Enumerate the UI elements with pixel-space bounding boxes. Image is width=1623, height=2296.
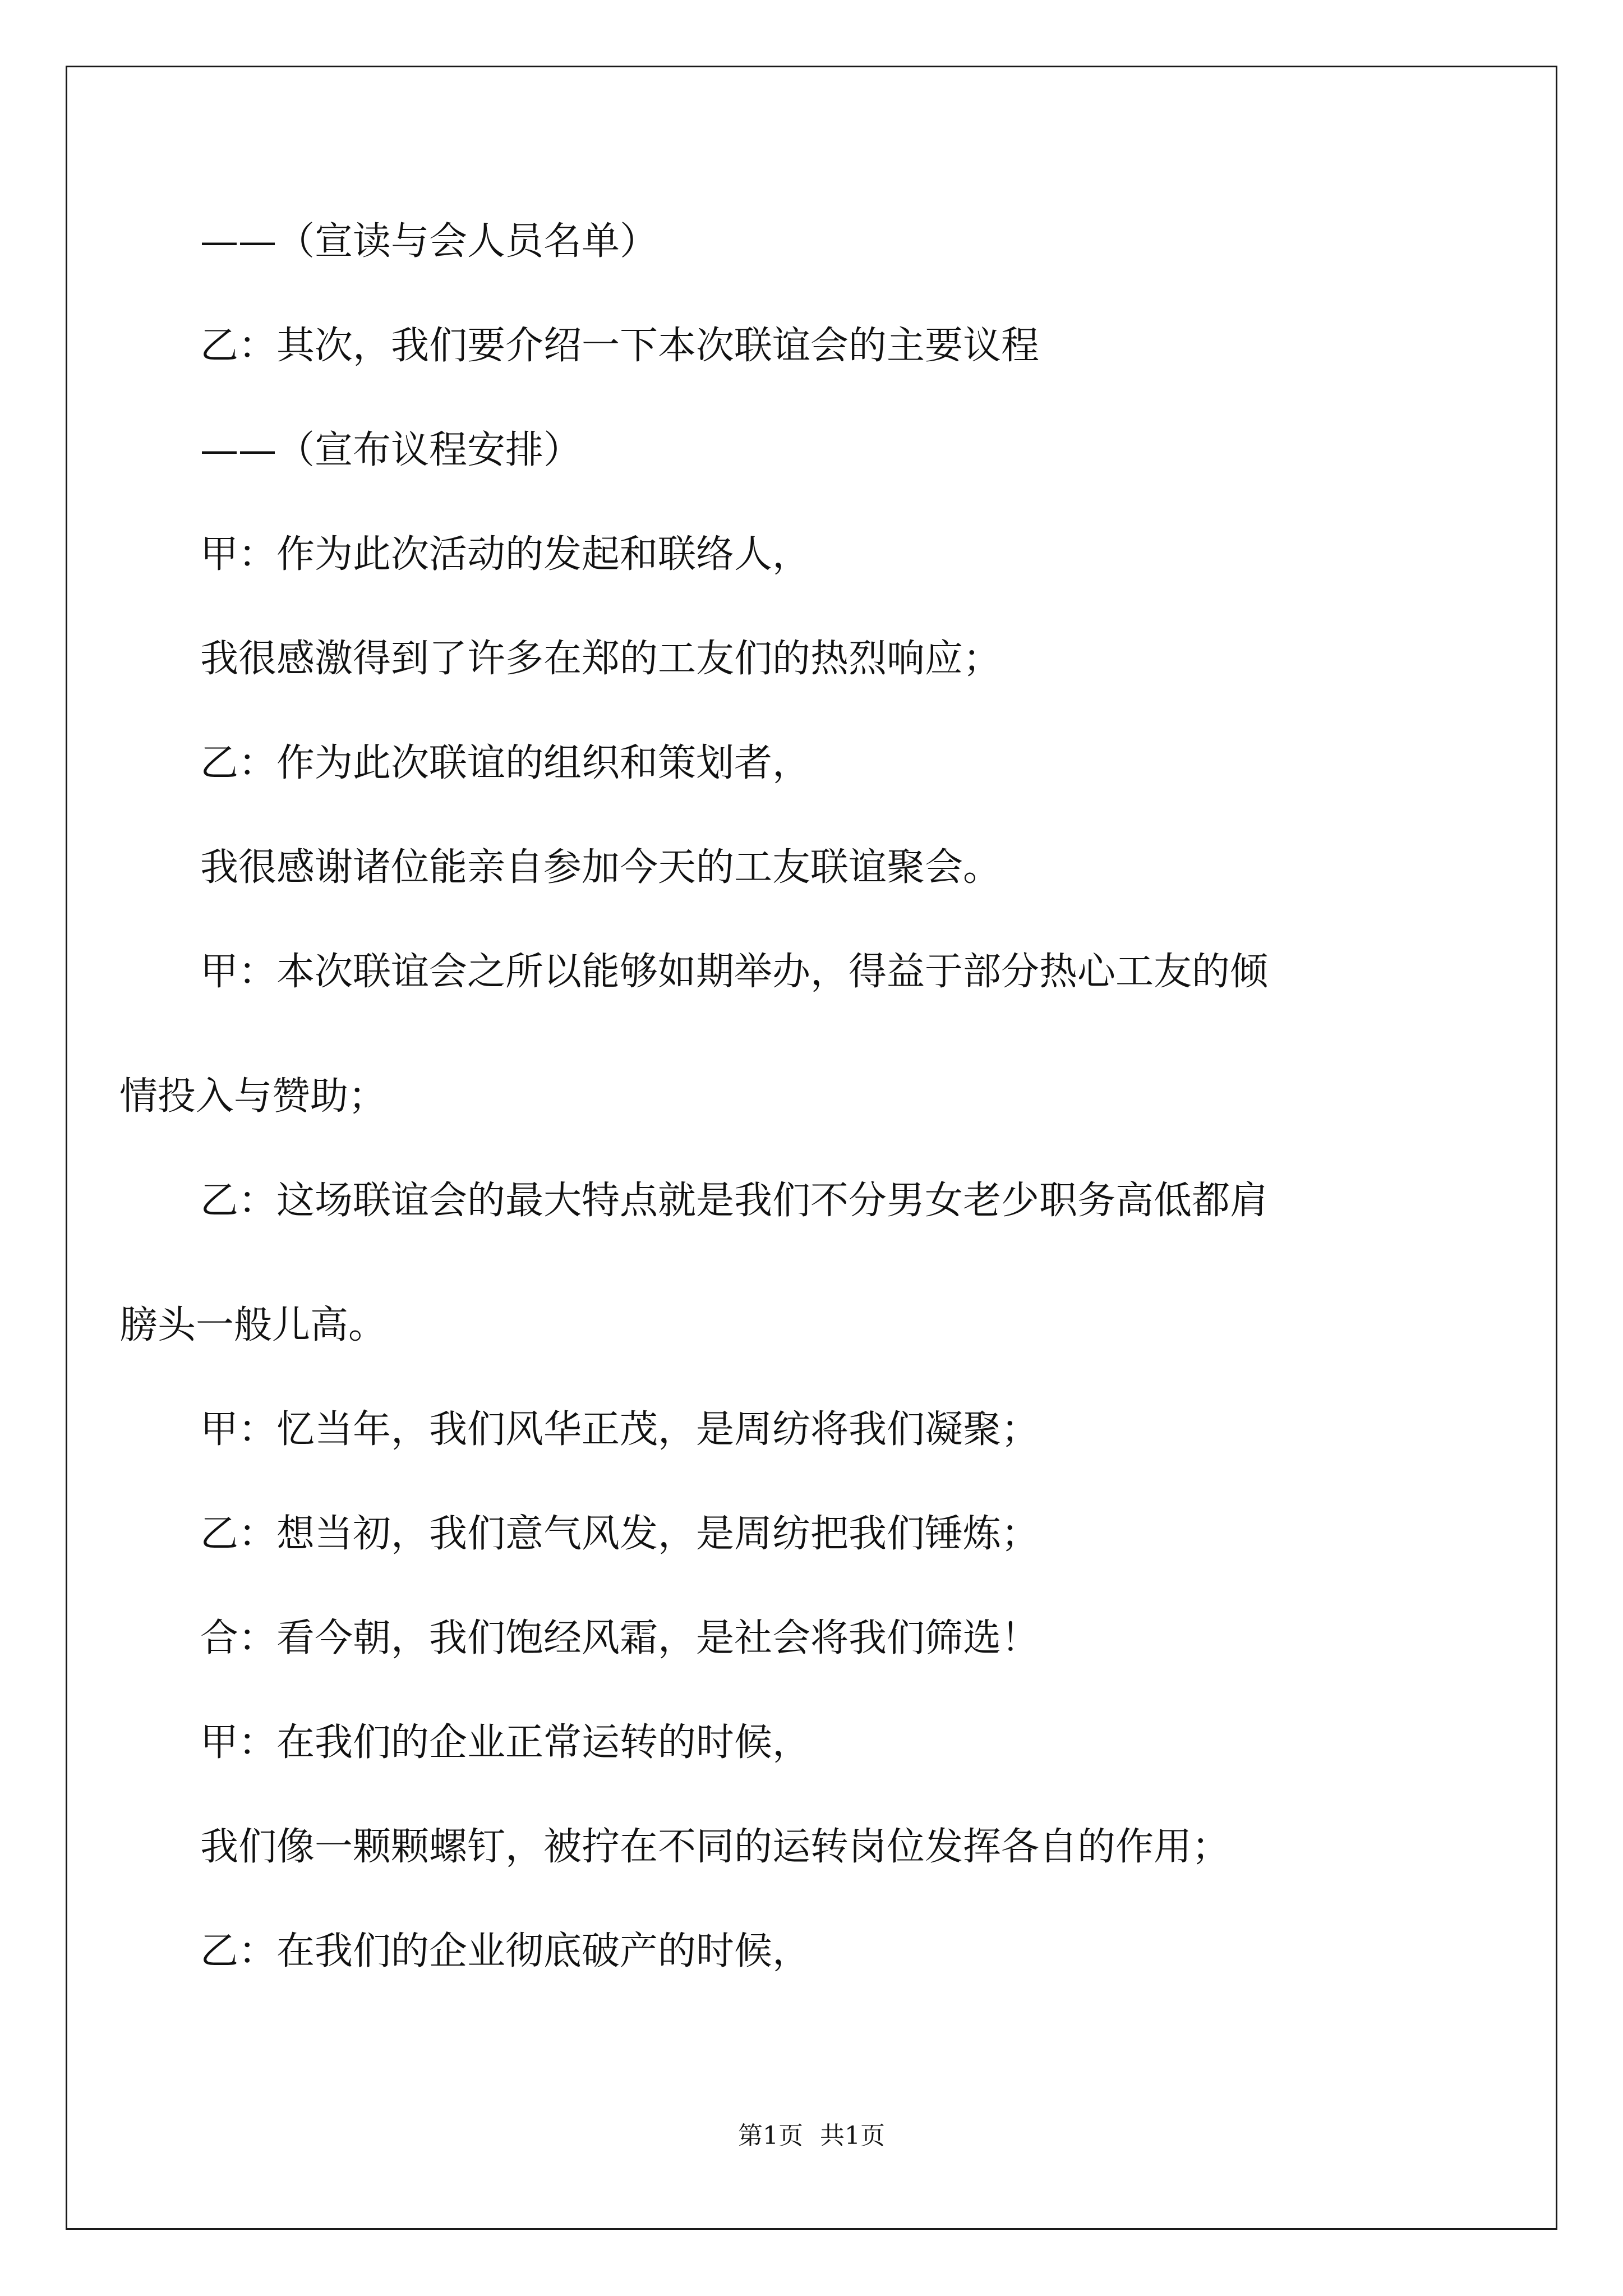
text-line: ——（宣布议程安排） <box>200 428 582 472</box>
document-body <box>119 219 1434 1975</box>
text-line: 乙：作为此次联谊的组织和策划者， <box>200 741 811 785</box>
text-line: 甲：忆当年，我们风华正茂，是周纺将我们凝聚； <box>200 1407 1040 1452</box>
text-line-continued: 膀头一般儿高。 <box>119 1303 387 1347</box>
text-line: 合：看今朝，我们饱经风霜，是社会将我们筛选！ <box>200 1616 1040 1660</box>
page-number-total: 共1页 <box>820 2122 885 2150</box>
page-footer <box>0 2120 1623 2152</box>
text-line: 乙：在我们的企业彻底破产的时候， <box>200 1929 811 1973</box>
text-line: 乙：想当初，我们意气风发，是周纺把我们锤炼； <box>200 1512 1040 1556</box>
text-line: 乙：这场联谊会的最大特点就是我们不分男女老少职务高低都肩 <box>200 1179 1269 1223</box>
text-line: 甲：作为此次活动的发起和联络人， <box>200 532 811 577</box>
text-line: 我很感激得到了许多在郑的工友们的热烈响应； <box>200 637 1002 681</box>
page-number-current: 第1页 <box>738 2122 803 2150</box>
text-line: 我很感谢诸位能亲自参加今天的工友联谊聚会。 <box>200 845 1002 890</box>
text-line: 甲：本次联谊会之所以能够如期举办，得益于部分热心工友的倾 <box>200 950 1269 994</box>
text-line-continued: 情投入与赞助； <box>119 1074 387 1119</box>
text-line: ——（宣读与会人员名单） <box>200 219 658 264</box>
text-line: 我们像一颗颗螺钉，被拧在不同的运转岗位发挥各自的作用； <box>200 1825 1230 1869</box>
text-line: 甲：在我们的企业正常运转的时候， <box>200 1720 811 1765</box>
text-line: 乙：其次，我们要介绍一下本次联谊会的主要议程 <box>200 324 1040 368</box>
